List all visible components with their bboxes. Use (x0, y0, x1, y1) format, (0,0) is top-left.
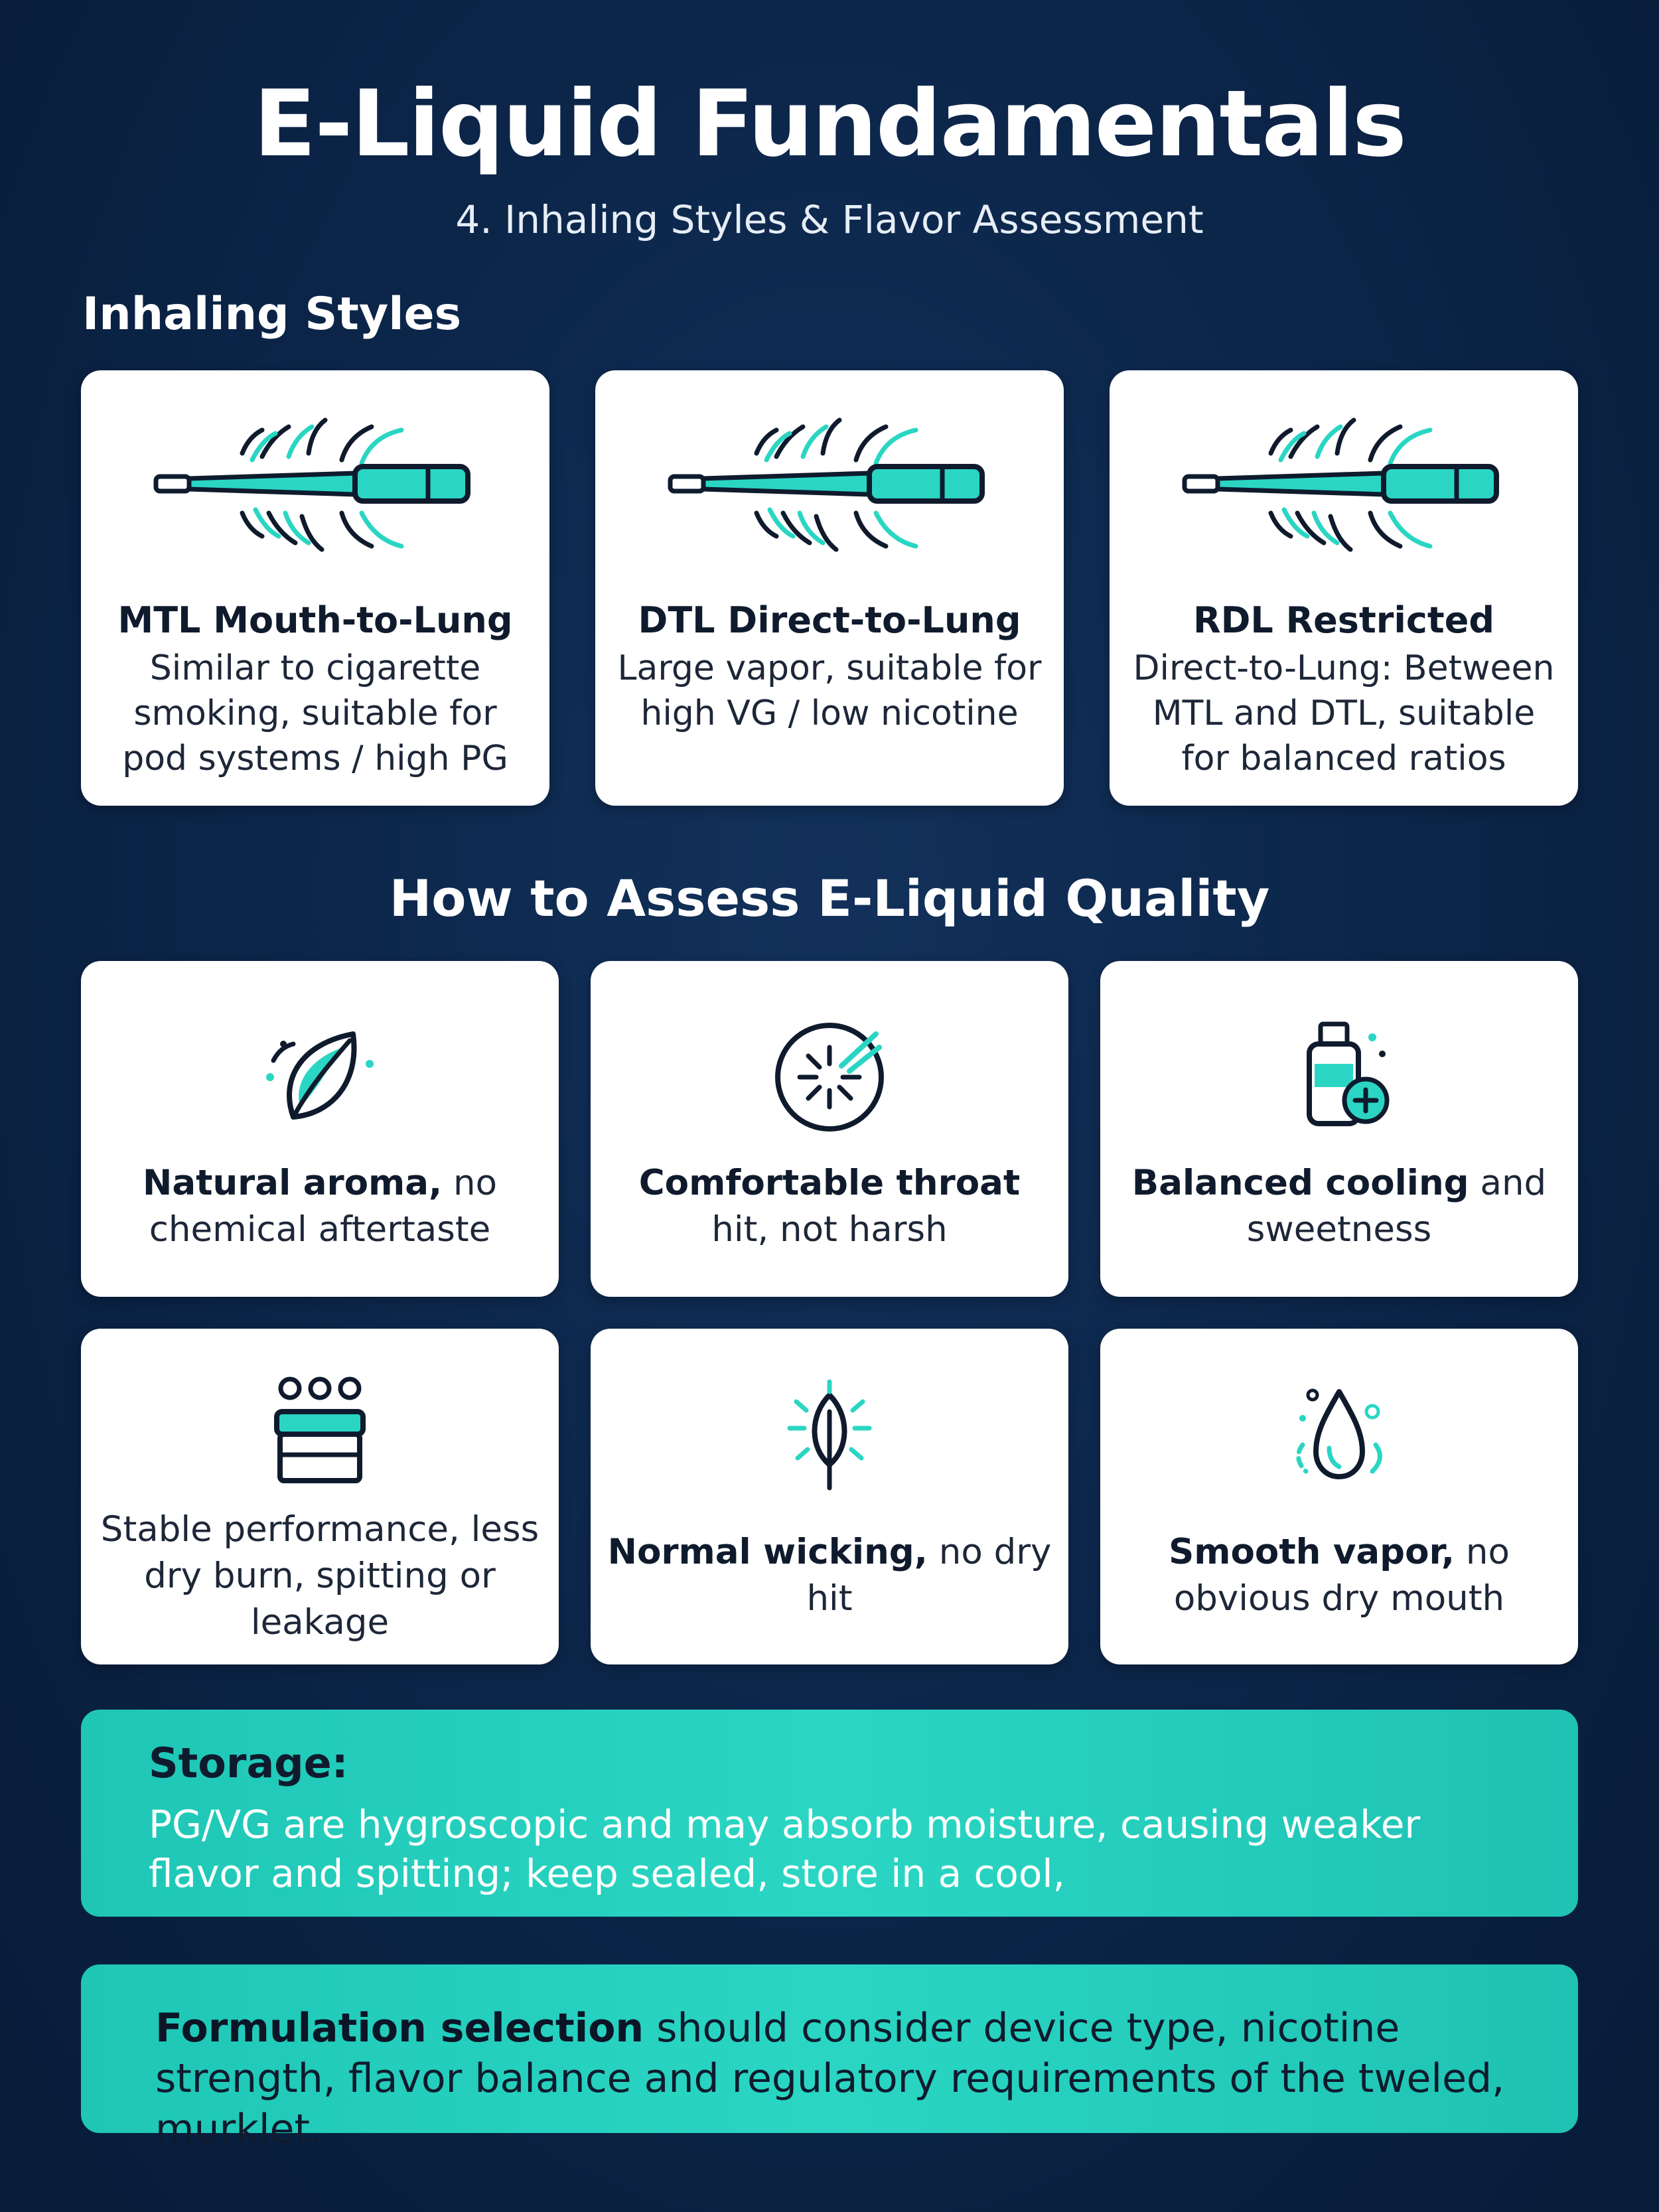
cotton-leaf-icon (763, 1365, 896, 1498)
quality-text-normal: no chemical aftertaste (149, 1163, 498, 1250)
quality-text (607, 1529, 1052, 1622)
style-card-title: DTL Direct-to-Lung (638, 599, 1021, 641)
coil-icon (253, 1365, 386, 1498)
quality-card-throat (591, 961, 1068, 1297)
style-card-mtl (81, 370, 549, 806)
storage-body: PG/VG are hygroscopic and may absorb moisture, causing weaker flavor and spitting; keep sealed, store in a cool, (149, 1802, 1421, 1896)
style-card-dtl (595, 370, 1064, 806)
formulation-normal: should consider device type, nicotine strength, flavor balance and regulatory requirements of the tweled, murklet. (155, 2005, 1505, 2152)
page-subtitle: 4. Inhaling Styles & Flavor Assessment (455, 197, 1204, 242)
style-card-description: Large vapor, suitable for high VG / low nicotine (617, 648, 1042, 733)
page-title: E-Liquid Fundamentals (253, 70, 1406, 177)
quality-text-normal: Stable performance, less dry burn, spitting or leakage (100, 1509, 540, 1643)
quality-card-vapor (1100, 1329, 1578, 1664)
quality-card-balance (1100, 961, 1578, 1297)
inhaling-styles-heading: Inhaling Styles (82, 288, 462, 340)
quality-card-aroma (81, 961, 559, 1297)
quality-text-normal: hit, not harsh (711, 1209, 948, 1250)
style-card-rdl (1110, 370, 1578, 806)
vape-pen-airflow-icon (1171, 407, 1516, 566)
vape-pen-airflow-icon (143, 407, 488, 566)
quality-heading: How to Assess E-Liquid Quality (389, 869, 1270, 928)
style-card-description: Similar to cigarette smoking, suitable for pod systems / high PG (122, 648, 508, 778)
bottle-plus-icon (1273, 1007, 1406, 1140)
storage-banner (81, 1710, 1578, 1917)
quality-text-normal: no obvious dry mouth (1173, 1532, 1510, 1619)
quality-text (97, 1507, 543, 1646)
droplet-icon (1273, 1365, 1406, 1498)
throat-hit-icon (763, 1007, 896, 1140)
storage-title: Storage: (149, 1739, 348, 1787)
quality-text (607, 1160, 1052, 1253)
formulation-bold: Formulation selection (155, 2005, 644, 2051)
quality-card-performance (81, 1329, 559, 1664)
quality-text-bold: Smooth vapor, (1169, 1532, 1455, 1572)
style-card-title: RDL Restricted (1192, 599, 1495, 641)
quality-text-normal: and sweetness (1246, 1163, 1547, 1250)
quality-text-normal: no dry hit (806, 1532, 1052, 1619)
leaf-icon (253, 1007, 386, 1140)
quality-text-bold: Natural aroma, (142, 1163, 443, 1203)
vape-pen-airflow-icon (657, 407, 1002, 566)
quality-text-bold: Comfortable throat (638, 1163, 1021, 1203)
quality-text (1116, 1160, 1562, 1253)
quality-text (97, 1160, 543, 1253)
formulation-text (155, 2003, 1512, 2154)
quality-card-wicking (591, 1329, 1068, 1664)
quality-text (1116, 1529, 1562, 1622)
quality-text-bold: Normal wicking, (607, 1532, 928, 1572)
formulation-banner (81, 1964, 1578, 2152)
quality-text-bold: Balanced cooling (1131, 1163, 1469, 1203)
style-card-description: Direct-to-Lung: Between MTL and DTL, suitable for balanced ratios (1133, 648, 1555, 778)
style-card-title: MTL Mouth-to-Lung (117, 599, 513, 641)
